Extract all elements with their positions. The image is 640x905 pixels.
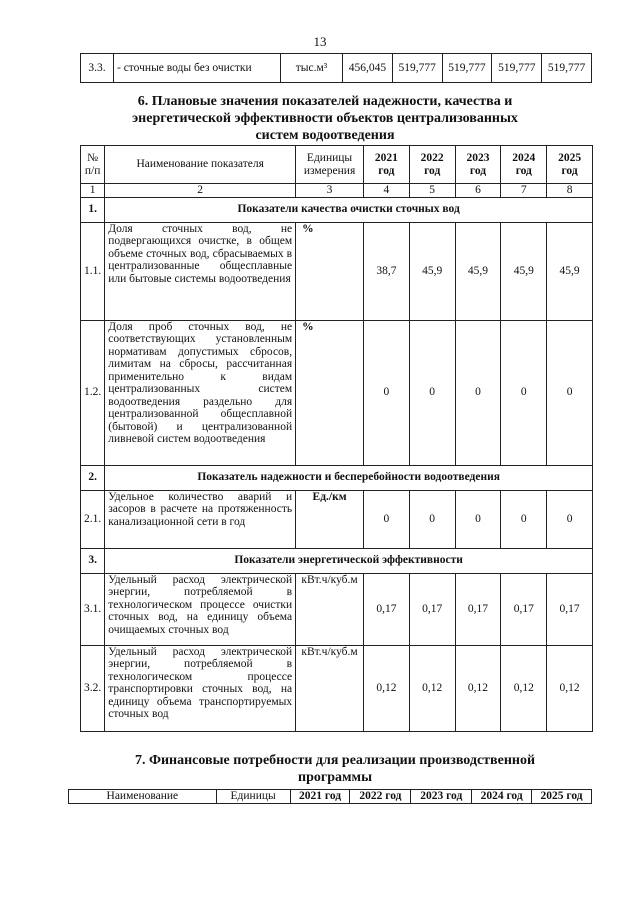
group-number: 1. — [81, 197, 105, 222]
row-number: 3.1. — [81, 573, 105, 645]
row-number: 1.2. — [81, 320, 105, 465]
value-cell: 0,12 — [547, 645, 593, 731]
col-number: 6 — [455, 184, 501, 198]
value-cell: 0,12 — [455, 645, 501, 731]
indicator-name: Доля проб сточных вод, не соответствующих установленным нормативам допустимых сбросов, лимитам на сбросы, рассчитанная применительно к видам централизованных систем водоотведения раздельно для централизованной общесплавной (бытовой) и централизованной ливневой систем водоотведения — [105, 320, 296, 465]
table-row — [81, 645, 593, 731]
group-number: 2. — [81, 465, 105, 490]
col-header-num: № п/п — [81, 146, 105, 184]
group-title: Показатели качества очистки сточных вод — [105, 197, 593, 222]
value-cell: 519,777 — [492, 54, 542, 83]
header-row — [81, 146, 593, 184]
row-number: 2.1. — [81, 490, 105, 548]
value-cell: 45,9 — [547, 222, 593, 320]
col-header-year: 2021 год — [363, 146, 409, 184]
indicator-name: Удельное количество аварий и засоров в расчете на протяженность канализационной сети в год — [105, 490, 296, 548]
row-number: 1.1. — [81, 222, 105, 320]
col-header-year: 2022 год — [350, 790, 411, 804]
unit-cell: Ед./км — [296, 490, 364, 548]
value-cell: 0,17 — [363, 573, 409, 645]
header-row — [69, 790, 592, 804]
value-cell: 0,12 — [363, 645, 409, 731]
col-header-unit: Единицы — [216, 790, 290, 804]
col-header-name: Наименование — [69, 790, 217, 804]
section-6-title: 6. Плановые значения показателей надежности, качества и энергетической эффективности объектов централизованных систем водоотведения — [132, 94, 518, 143]
value-cell: 0 — [455, 490, 501, 548]
unit-cell: тыс.м³ — [281, 54, 343, 83]
group-row — [81, 197, 593, 222]
value-cell: 456,045 — [343, 54, 393, 83]
col-header-year: 2024 год — [501, 146, 547, 184]
col-header-year: 2022 год — [409, 146, 455, 184]
value-cell: 0 — [409, 320, 455, 465]
col-header-year: 2024 год — [472, 790, 532, 804]
indicator-name: Удельный расход электрической энергии, потребляемой в технологическом процессе очистки сточных вод, на единицу объема очищаемых сточных вод — [105, 573, 296, 645]
col-number: 2 — [105, 184, 296, 198]
row-number: 3.2. — [81, 645, 105, 731]
indicators-table — [80, 145, 593, 732]
table-row — [81, 320, 593, 465]
financial-needs-table — [68, 789, 592, 804]
col-number: 7 — [501, 184, 547, 198]
col-number: 8 — [547, 184, 593, 198]
section-7-title: 7. Финансовые потребности для реализации производственной программы — [134, 753, 536, 785]
value-cell: 0 — [455, 320, 501, 465]
value-cell: 0,17 — [409, 573, 455, 645]
top-continuation-table — [80, 53, 592, 83]
group-row — [81, 548, 593, 573]
value-cell: 0,12 — [409, 645, 455, 731]
col-header-year: 2021 год — [290, 790, 350, 804]
indicator-name: Удельный расход электрической энергии, потребляемой в технологическом процессе транспортировки сточных вод, на единицу объема транспортируемых сточных вод — [105, 645, 296, 731]
value-cell: 38,7 — [363, 222, 409, 320]
value-cell: 0 — [501, 320, 547, 465]
value-cell: 45,9 — [455, 222, 501, 320]
value-cell: 519,777 — [542, 54, 592, 83]
unit-cell: % — [296, 222, 364, 320]
value-cell: 0,17 — [547, 573, 593, 645]
value-cell: 0 — [409, 490, 455, 548]
group-row — [81, 465, 593, 490]
unit-cell: кВт.ч/куб.м — [296, 573, 364, 645]
table-row — [81, 222, 593, 320]
col-header-year: 2023 год — [411, 790, 472, 804]
col-header-unit: Единицы измерения — [296, 146, 364, 184]
unit-cell: кВт.ч/куб.м — [296, 645, 364, 731]
table-row — [81, 54, 592, 83]
col-number: 3 — [296, 184, 364, 198]
indicator-name: Доля сточных вод, не подвергающихся очистке, в общем объеме сточных вод, сбрасываемых в централизованные общесплавные или бытовые системы водоотведения — [105, 222, 296, 320]
group-title: Показатель надежности и бесперебойности водоотведения — [105, 465, 593, 490]
value-cell: 0,17 — [501, 573, 547, 645]
col-header-year: 2023 год — [455, 146, 501, 184]
indicator-name: - сточные воды без очистки — [114, 54, 281, 83]
table-row — [81, 573, 593, 645]
column-numbers-row — [81, 184, 593, 198]
row-number: 3.3. — [81, 54, 114, 83]
col-number: 5 — [409, 184, 455, 198]
value-cell: 0,17 — [455, 573, 501, 645]
col-header-year: 2025 год — [547, 146, 593, 184]
col-number: 1 — [81, 184, 105, 198]
col-number: 4 — [363, 184, 409, 198]
value-cell: 0 — [501, 490, 547, 548]
unit-cell: % — [296, 320, 364, 465]
col-header-year: 2025 год — [532, 790, 592, 804]
value-cell: 0 — [363, 320, 409, 465]
value-cell: 0 — [547, 490, 593, 548]
table-row — [81, 490, 593, 548]
group-title: Показатели энергетической эффективности — [105, 548, 593, 573]
value-cell: 519,777 — [392, 54, 442, 83]
page-number: 13 — [313, 34, 327, 49]
value-cell: 45,9 — [409, 222, 455, 320]
value-cell: 45,9 — [501, 222, 547, 320]
group-number: 3. — [81, 548, 105, 573]
value-cell: 519,777 — [442, 54, 492, 83]
value-cell: 0 — [363, 490, 409, 548]
value-cell: 0,12 — [501, 645, 547, 731]
value-cell: 0 — [547, 320, 593, 465]
col-header-name: Наименование показателя — [105, 146, 296, 184]
